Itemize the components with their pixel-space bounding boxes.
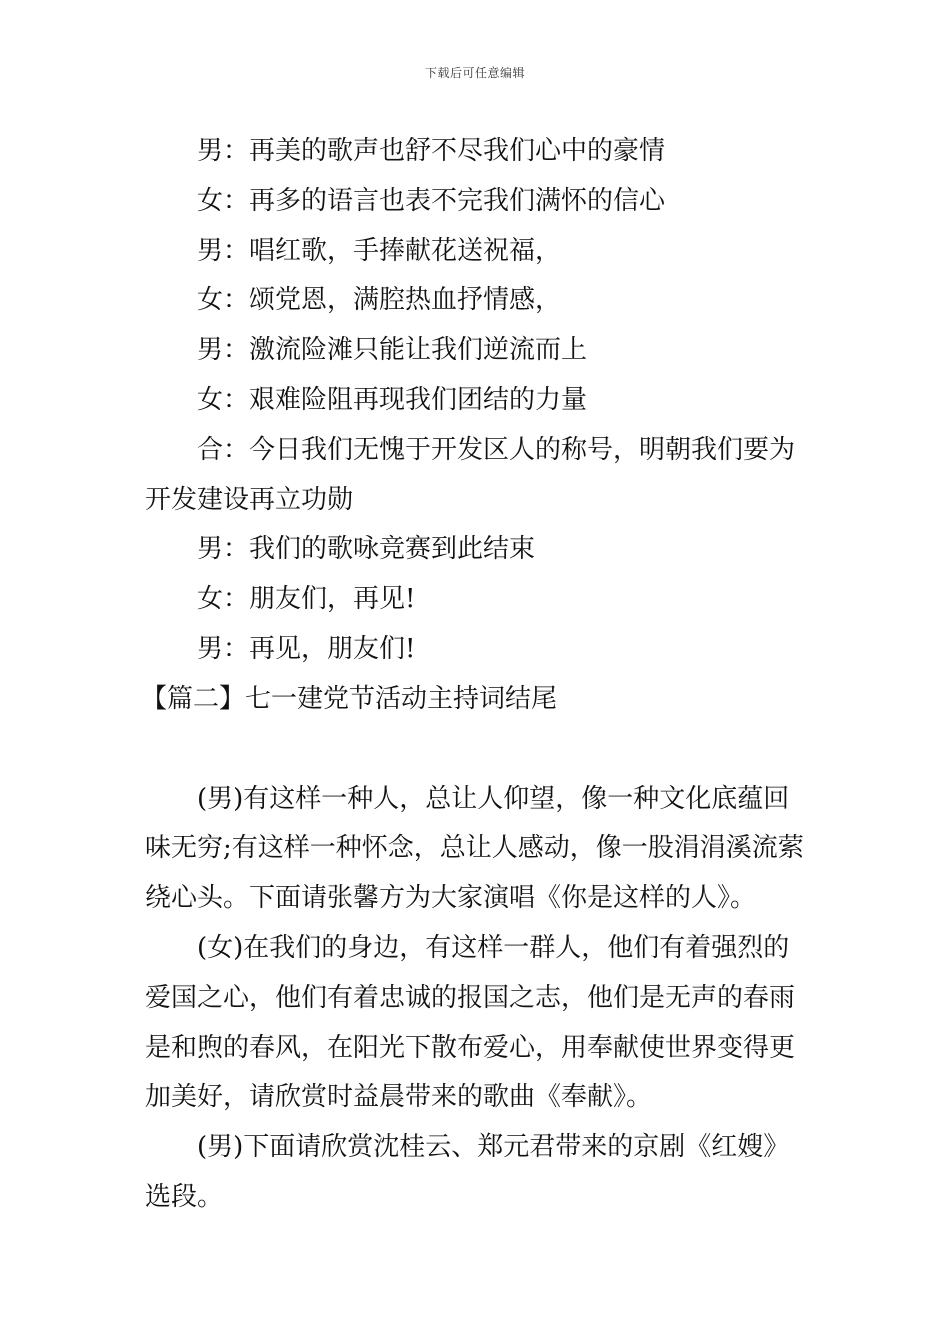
document-body xyxy=(141,127,810,1223)
closing-line: 女：朋友们，再见! xyxy=(197,584,416,615)
dialogue-line: 男：激流险滩只能让我们逆流而上 xyxy=(197,335,588,366)
host-paragraph xyxy=(145,924,810,1123)
dialogue-line: 女：艰难险阻再现我们团结的力量 xyxy=(197,384,588,415)
section-title: 【篇二】七一建党节活动主持词结尾 xyxy=(141,683,558,714)
blank-line xyxy=(145,725,810,775)
paragraph-line: 是和煦的春风，在阳光下散布爱心，用奉献使世界变得更 xyxy=(145,1032,796,1063)
paragraph-line: 选段。 xyxy=(145,1181,224,1212)
closing-line: 男：我们的歌咏竞赛到此结束 xyxy=(197,534,536,565)
chorus-paragraph xyxy=(145,426,810,526)
page-header: 下载后可任意编辑 xyxy=(424,66,525,80)
chorus-line: 开发建设再立功勋 xyxy=(145,484,354,515)
paragraph-line: (男)下面请欣赏沈桂云、郑元君带来的京剧《红嫂》 xyxy=(197,1132,790,1163)
paragraph-line: (女)在我们的身边，有这样一群人，他们有着强烈的 xyxy=(197,932,790,963)
chorus-line: 合：今日我们无愧于开发区人的称号，明朝我们要为 xyxy=(197,434,796,465)
host-paragraph xyxy=(145,775,810,924)
paragraph-line: 味无穷;有这样一种怀念，总让人感动，像一股涓涓溪流萦 xyxy=(145,833,804,864)
paragraph-line: 爱国之心，他们有着忠诚的报国之志，他们是无声的春雨 xyxy=(145,982,796,1013)
closing-line: 男：再见，朋友们! xyxy=(197,633,416,664)
paragraph-line: 绕心头。下面请张馨方为大家演唱《你是这样的人》。 xyxy=(145,883,757,914)
dialogue-line: 男：再美的歌声也舒不尽我们心中的豪情 xyxy=(197,136,666,166)
host-paragraph xyxy=(145,1123,810,1223)
dialogue-line: 女：再多的语言也表不完我们满怀的信心 xyxy=(197,185,666,216)
paragraph-line: (男)有这样一种人，总让人仰望，像一种文化底蕴回 xyxy=(197,783,790,814)
paragraph-line: 加美好，请欣赏时益晨带来的歌曲《奉献》。 xyxy=(145,1082,653,1113)
dialogue-line: 女：颂党恩，满腔热血抒情感， xyxy=(197,285,562,316)
dialogue-line: 男：唱红歌，手捧献花送祝福， xyxy=(197,235,562,266)
